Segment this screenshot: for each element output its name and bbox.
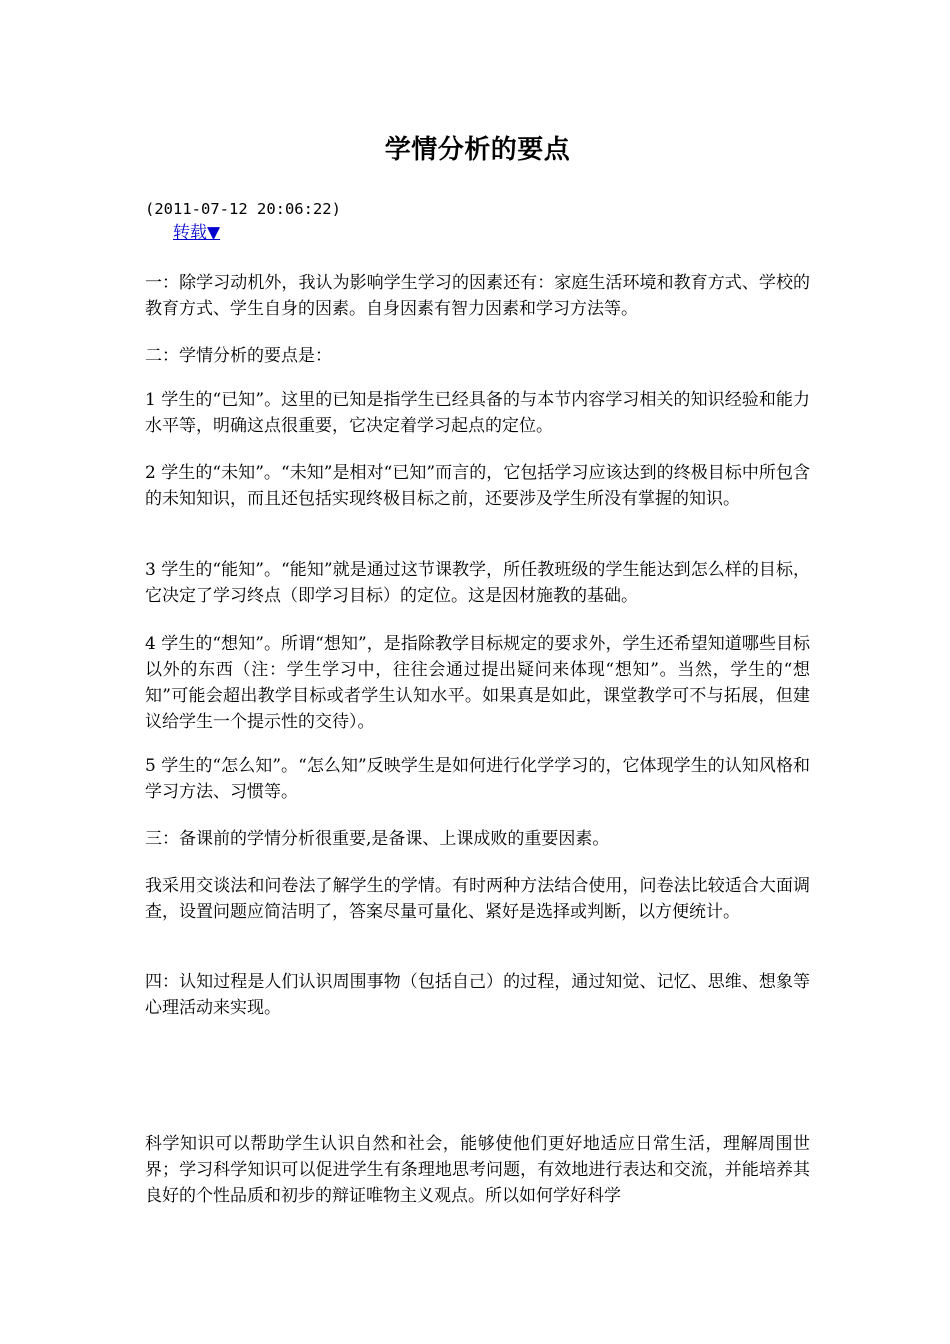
paragraph-2: 二：学情分析的要点是： bbox=[145, 346, 332, 366]
paragraph-8: 三：备课前的学情分析很重要,是备课、上课成败的重要因素。 bbox=[145, 829, 610, 849]
paragraph-10: 四：认知过程是人们认识周围事物（包括自己）的过程，通过知觉、记忆、思维、想象等心理活动来实现。 bbox=[145, 972, 810, 1018]
paragraph-9: 我采用交谈法和问卷法了解学生的学情。有时两种方法结合使用，问卷法比较适合大面调查，设置问题应简洁明了，答案尽量可量化、紧好是选择或判断，以方便统计。 bbox=[145, 876, 810, 922]
post-timestamp: (2011-07-12 20:06:22) bbox=[145, 200, 341, 218]
repost-link[interactable]: 转载▼ bbox=[173, 223, 221, 243]
paragraph-4: 2 学生的“未知”。“未知”是相对“已知”而言的，它包括学习应该达到的终极目标中所包含的未知知识，而且还包括实现终极目标之前，还要涉及学生所没有掌握的知识。 bbox=[145, 463, 810, 509]
page-title: 学情分析的要点 bbox=[384, 135, 571, 165]
paragraph-3: 1 学生的“已知”。这里的已知是指学生已经具备的与本节内容学习相关的知识经验和能力水平等，明确这点很重要，它决定着学习起点的定位。 bbox=[145, 390, 810, 436]
paragraph-5: 3 学生的“能知”。“能知”就是通过这节课教学，所任教班级的学生能达到怎么样的目标，它决定了学习终点（即学习目标）的定位。这是因材施教的基础。 bbox=[145, 560, 810, 606]
paragraph-6: 4 学生的“想知”。所谓“想知”，是指除教学目标规定的要求外，学生还希望知道哪些目标以外的东西（注：学生学习中，往往会通过提出疑问来体现“想知”。当然，学生的“想知”可能会超出教学目标或者学生认知水平。如果真是如此，课堂教学可不与拓展，但建议给学生一个提示性的交待）。 bbox=[145, 634, 810, 732]
paragraph-1: 一：除学习动机外，我认为影响学生学习的因素还有：家庭生活环境和教育方式、学校的教育方式、学生自身的因素。自身因素有智力因素和学习方法等。 bbox=[145, 273, 810, 319]
paragraph-11: 科学知识可以帮助学生认识自然和社会，能够使他们更好地适应日常生活，理解周围世界；学习科学知识可以促进学生有条理地思考问题，有效地进行表达和交流，并能培养其良好的个性品质和初步的辩证唯物主义观点。所以如何学好科学 bbox=[145, 1134, 810, 1206]
paragraph-7: 5 学生的“怎么知”。“怎么知”反映学生是如何进行化学学习的，它体现学生的认知风格和学习方法、习惯等。 bbox=[145, 756, 810, 802]
